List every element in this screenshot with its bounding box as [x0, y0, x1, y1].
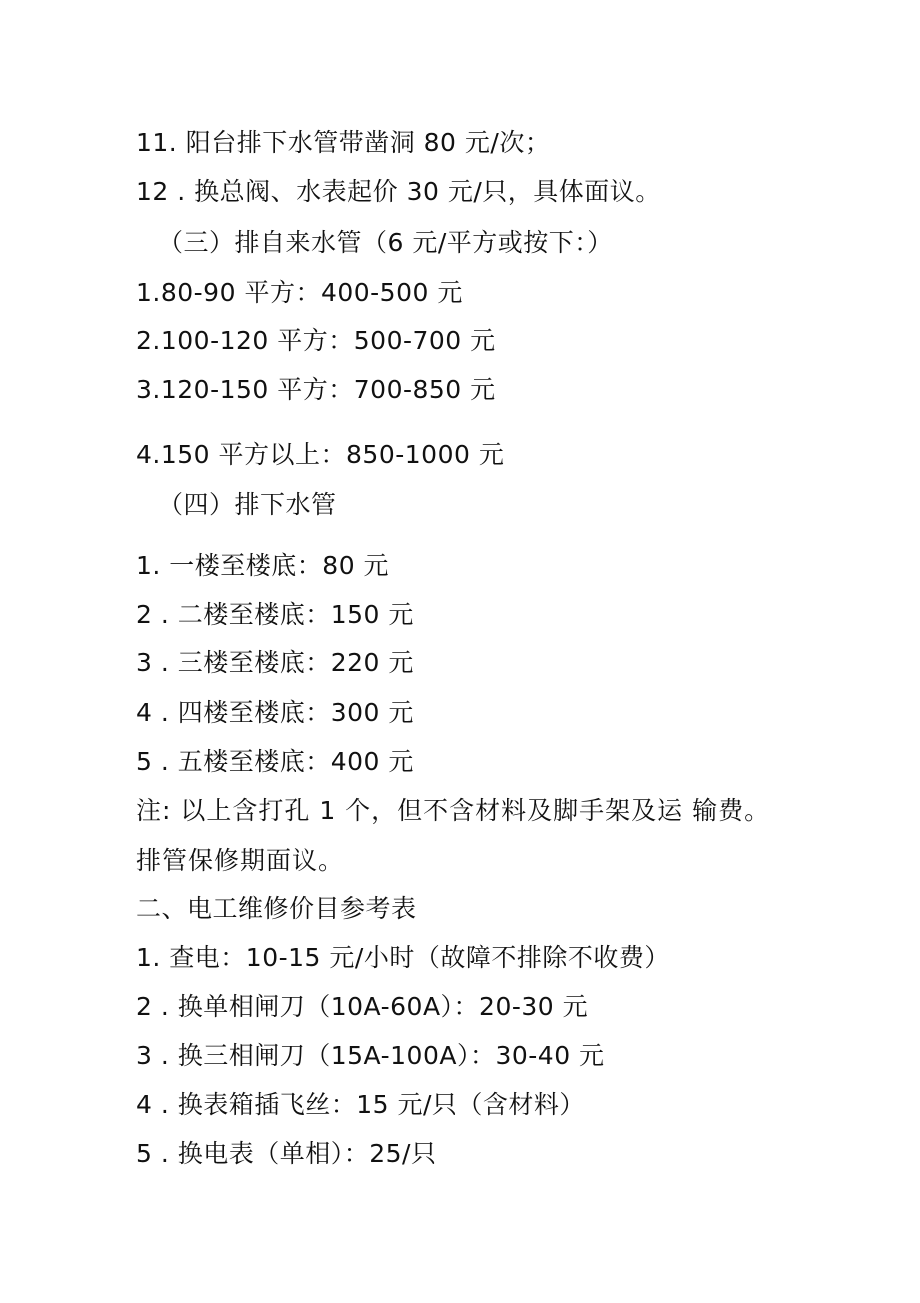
drain-pipe-item-2: 2 . 二楼至楼底：150 元 — [136, 600, 414, 629]
section-heading-drain-pipe: （四）排下水管 — [158, 490, 337, 519]
water-supply-item-4: 4.150 平方以上：850-1000 元 — [136, 440, 505, 469]
section-heading-electrician: 二、电工维修价目参考表 — [136, 894, 417, 923]
water-supply-item-3: 3.120-150 平方：700-850 元 — [136, 375, 496, 404]
electric-item-5: 5 . 换电表（单相）：25/只 — [136, 1139, 437, 1168]
electric-item-2: 2 . 换单相闸刀（10A-60A）：20-30 元 — [136, 992, 589, 1021]
water-supply-item-2: 2.100-120 平方：500-700 元 — [136, 326, 496, 355]
drain-pipe-item-3: 3 . 三楼至楼底：220 元 — [136, 648, 414, 677]
section-heading-water-supply: （三）排自来水管（6 元/平方或按下：） — [158, 228, 613, 257]
price-item-12: 12 . 换总阀、水表起价 30 元/只，具体面议。 — [136, 177, 661, 206]
drain-pipe-note: 注: 以上含打孔 1 个，但不含材料及脚手架及运 输费。排管保修期面议。 — [136, 796, 771, 875]
drain-pipe-item-4: 4 . 四楼至楼底：300 元 — [136, 698, 414, 727]
electric-item-4: 4 . 换表箱插飞丝：15 元/只（含材料） — [136, 1090, 585, 1119]
drain-pipe-item-5: 5 . 五楼至楼底：400 元 — [136, 747, 414, 776]
electric-item-3: 3 . 换三相闸刀（15A-100A）：30-40 元 — [136, 1041, 605, 1070]
price-item-11: 11. 阳台排下水管带凿洞 80 元/次； — [136, 128, 551, 157]
electric-item-1: 1. 查电：10-15 元/小时（故障不排除不收费） — [136, 943, 670, 972]
water-supply-item-1: 1.80-90 平方：400-500 元 — [136, 278, 463, 307]
drain-pipe-item-1: 1. 一楼至楼底：80 元 — [136, 551, 390, 580]
